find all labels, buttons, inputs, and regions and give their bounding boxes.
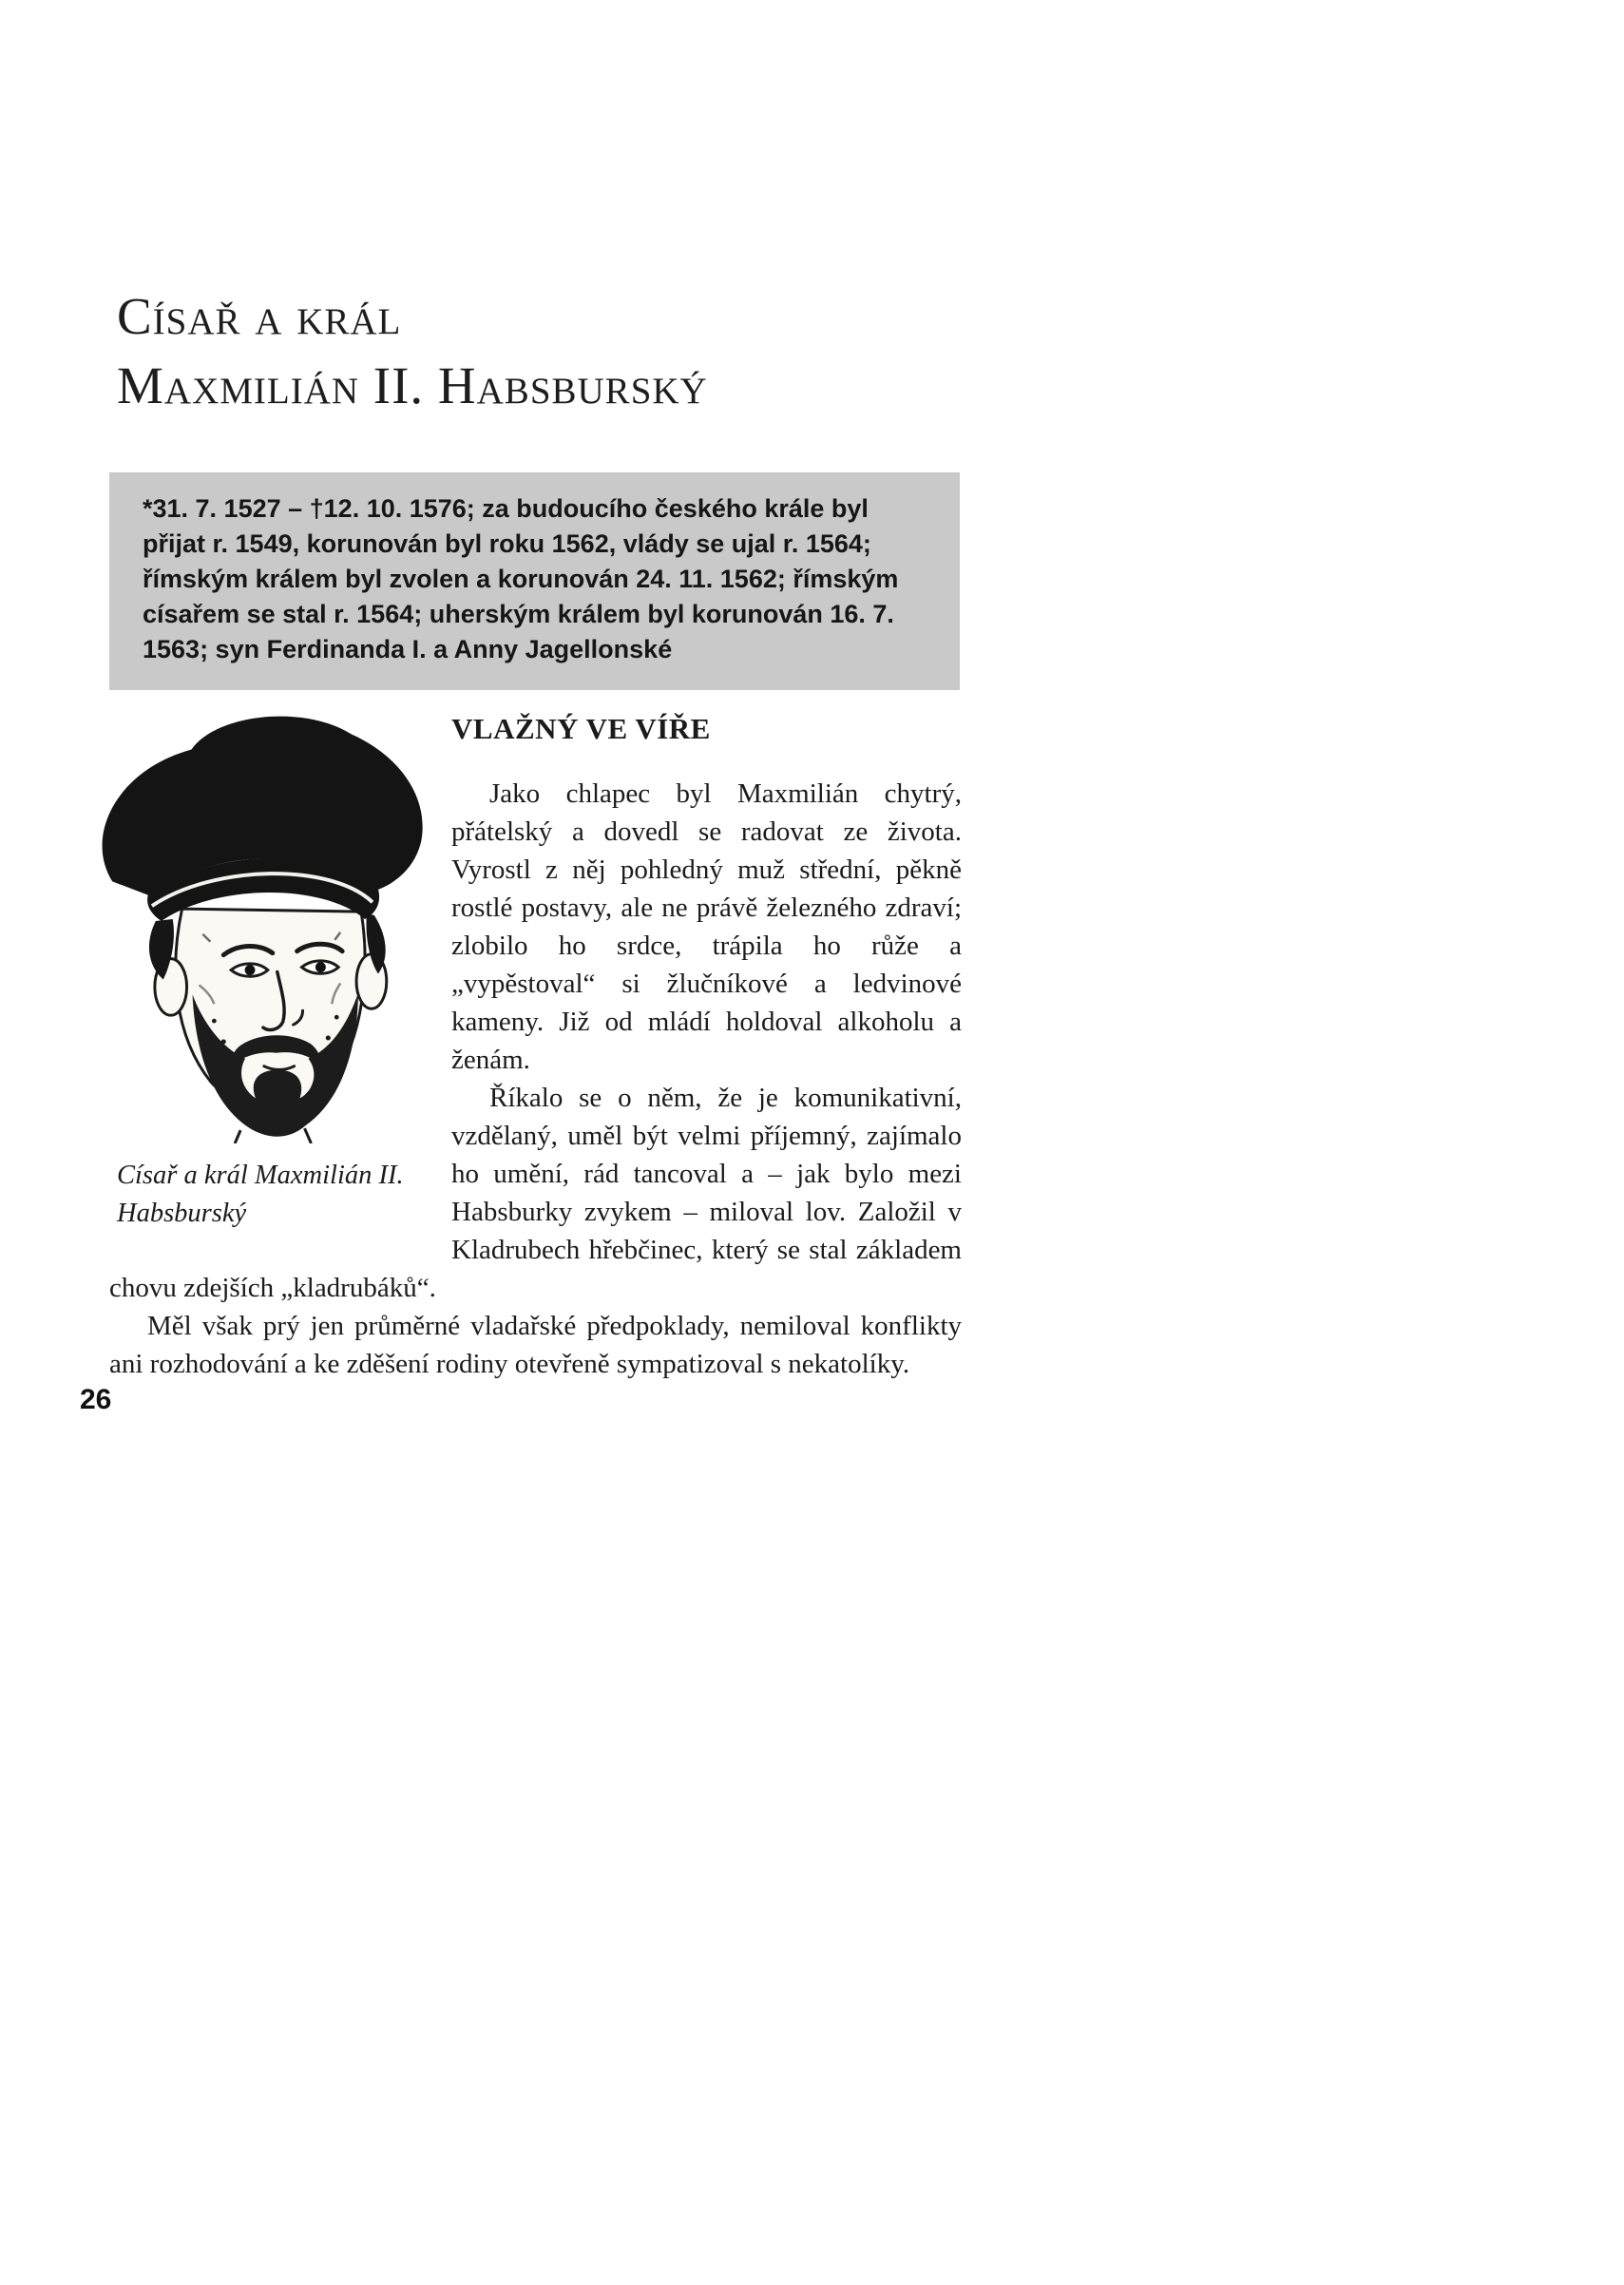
main-content xyxy=(109,697,962,1383)
portrait-illustration-icon xyxy=(57,697,445,1143)
chapter-title-line1: Císař a král xyxy=(117,287,402,345)
section-heading: VLAŽNÝ VE VÍŘE xyxy=(451,712,711,745)
chapter-title xyxy=(117,281,972,420)
biography-infobox xyxy=(109,472,960,690)
page-number: 26 xyxy=(80,1384,112,1415)
paragraph-1: Jako chlapec byl Maxmilián chytrý, přátelský a dovedl se radovat ze života. Vyrostl z něj pohledný muž střední, pěkně rostlé postavy, ale ne právě železného zdraví; zlobilo ho srdce, trápila ho růže a „vypěstoval“ si žlučníkové a ledvinové kameny. Již od mládí holdoval alkoholu a ženám. xyxy=(451,778,962,1075)
paragraph-2: Říkalo se o něm, že je komunikativní, vzdělaný, uměl být velmi příjemný, zajímalo ho umění, rád tancoval a – jak bylo mezi Habsburky zvykem – miloval lov. Založil v Kladrubech hřebčinec, který se stal základem chovu zdejších „kladrubáků“. xyxy=(109,1083,962,1303)
portrait-caption: Císař a král Maxmilián II. Habsburský xyxy=(117,1161,404,1228)
chapter-title-line2: Maxmilián II. Habsburský xyxy=(117,356,708,414)
portrait-figure xyxy=(109,697,451,1233)
biography-infobox-text: *31. 7. 1527 – †12. 10. 1576; za budoucího českého krále byl přijat r. 1549, korunován byl roku 1562, vlády se ujal r. 1564; římským králem byl zvolen a korunován 24. 11. 1562; římským císařem se stal r. 1564; uherským králem byl korunován 16. 7. 1563; syn Ferdinanda I. a Anny Jagellonské xyxy=(143,494,899,663)
paragraph-3: Měl však prý jen průměrné vladařské předpoklady, nemiloval konflikty ani rozhodování a ke zděšení rodiny otevřeně sympatizoval s nekatolíky. xyxy=(109,1311,962,1379)
